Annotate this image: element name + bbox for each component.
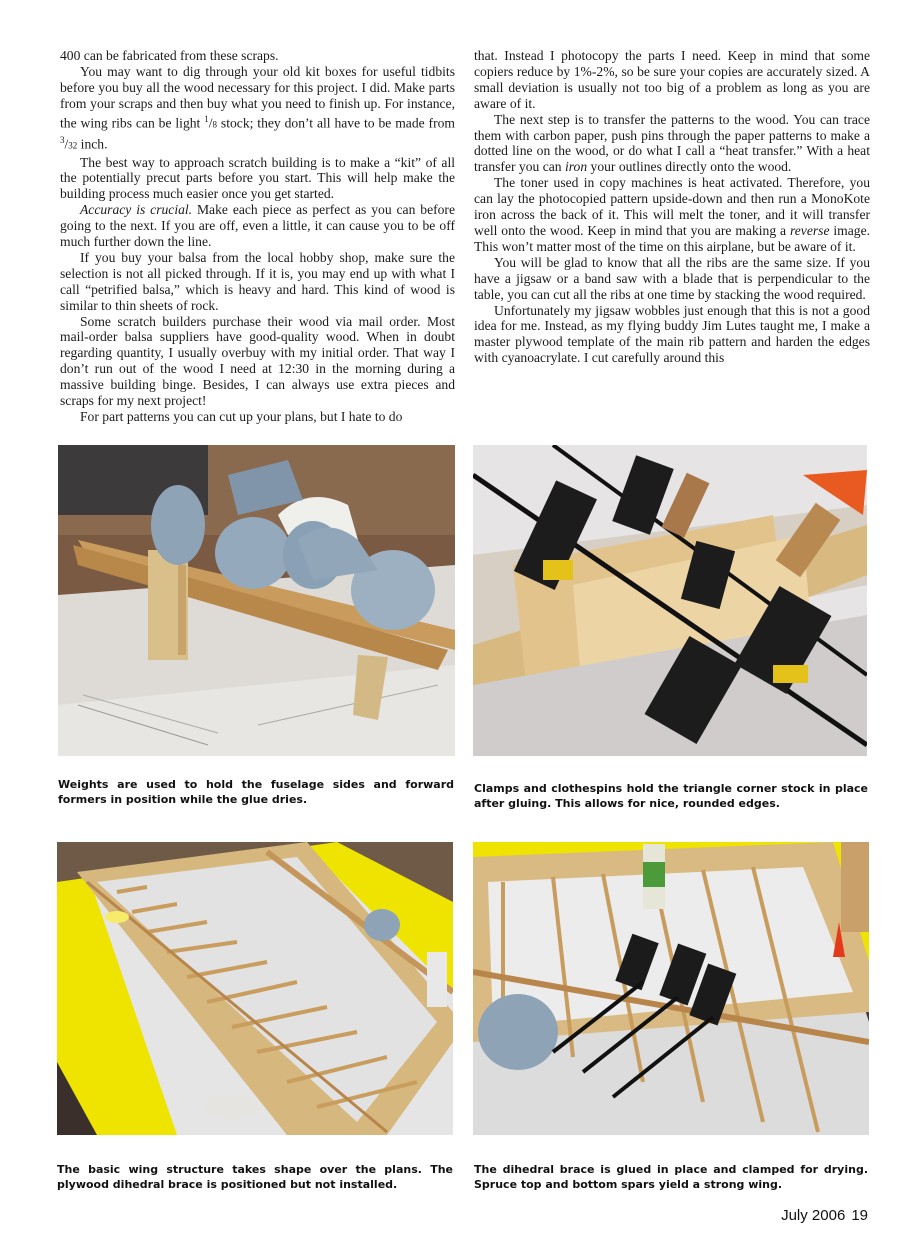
paragraph: The toner used in copy machines is heat activated. Therefore, you can lay the photocopied pattern upside-down and then run a MonoKote iron across the back of it. This will melt the toner, and it will transfer well onto the wood. Keep in mind that you are making a reverse image. This won’t matter most of the time on this airplane, but be aware of it. — [474, 175, 870, 254]
paragraph: Accuracy is crucial. Make each piece as perfect as you can before going to the next. If you are off, even a little, it can cause you to be off much further down the line. — [60, 202, 455, 250]
photo-clamps-corner-stock — [473, 445, 867, 756]
caption-fuselage-weights: Weights are used to hold the fuselage sides and forward formers in position while the glue dries. — [58, 778, 454, 806]
caption-dihedral-brace: The dihedral brace is glued in place and clamped for drying. Spruce top and bottom spars yield a strong wing. — [474, 1163, 868, 1191]
paragraph: You may want to dig through your old kit boxes for useful tidbits before you buy all the wood necessary for this project. I did. Make parts from your scraps and then buy what you need to finish up. For instance, the wing ribs can be light $^1$/8 stock; they don’t all have to be made from $^3$/32 inch. — [60, 63, 455, 152]
text-column-right — [474, 48, 870, 366]
paragraph: If you buy your balsa from the local hobby shop, make sure the selection is not all picked through. If it is, you may end up with what I call “petrified balsa,” which is heavy and hard. This kind of wood is similar to thin sheets of rock. — [60, 249, 455, 313]
page-folio — [781, 1207, 868, 1224]
paragraph: Unfortunately my jigsaw wobbles just enough that this is not a good idea for me. Instead, as my flying buddy Jim Lutes taught me, I make a master plywood template of the main rib pattern and harden the edges with cyanoacrylate. I cut carefully around this — [474, 302, 870, 366]
paragraph: The best way to approach scratch building is to make a “kit” of all the potentially precut parts before you start. This will help make the building process much easier once you get started. — [60, 154, 455, 202]
paragraph: The next step is to transfer the patterns to the wood. You can trace them with carbon paper, push pins through the paper patterns to make a dotted line on the wood, or do what I call a “heat transfer.” With a heat transfer you can iron your outlines directly onto the wood. — [474, 111, 870, 175]
caption-wing-structure: The basic wing structure takes shape over the plans. The plywood dihedral brace is positioned but not installed. — [57, 1163, 453, 1191]
caption-clamps-corner-stock: Clamps and clothespins hold the triangle corner stock in place after gluing. This allows for nice, rounded edges. — [474, 782, 868, 810]
text-column-left — [60, 48, 455, 425]
paragraph: that. Instead I photocopy the parts I need. Keep in mind that some copiers reduce by 1%-2%, so be sure your copies are accurately sized. A small deviation is usually not too big of a problem as long as you are aware of it. — [474, 48, 870, 111]
issue-date: July 2006 — [781, 1207, 846, 1224]
paragraph: Some scratch builders purchase their wood via mail order. Most mail-order balsa suppliers have good-quality wood. When in doubt regarding quantity, I usually overbuy with my initial order. That way I don’t run out of the wood I need at 12:30 in the morning during a massive building binge. Besides, I can always use extra pieces and scraps for my next project! — [60, 313, 455, 409]
page-number: 19 — [851, 1207, 868, 1224]
paragraph: For part patterns you can cut up your plans, but I hate to do — [80, 409, 403, 424]
paragraph: You will be glad to know that all the ribs are the same size. If you have a jigsaw or a band saw with a blade that is perpendicular to the table, you can cut all the ribs at one time by stacking the wood required. — [474, 254, 870, 302]
photo-wing-structure — [57, 842, 453, 1135]
paragraph: 400 can be fabricated from these scraps. — [60, 48, 279, 63]
photo-dihedral-brace — [473, 842, 869, 1135]
photo-fuselage-weights — [58, 445, 455, 756]
